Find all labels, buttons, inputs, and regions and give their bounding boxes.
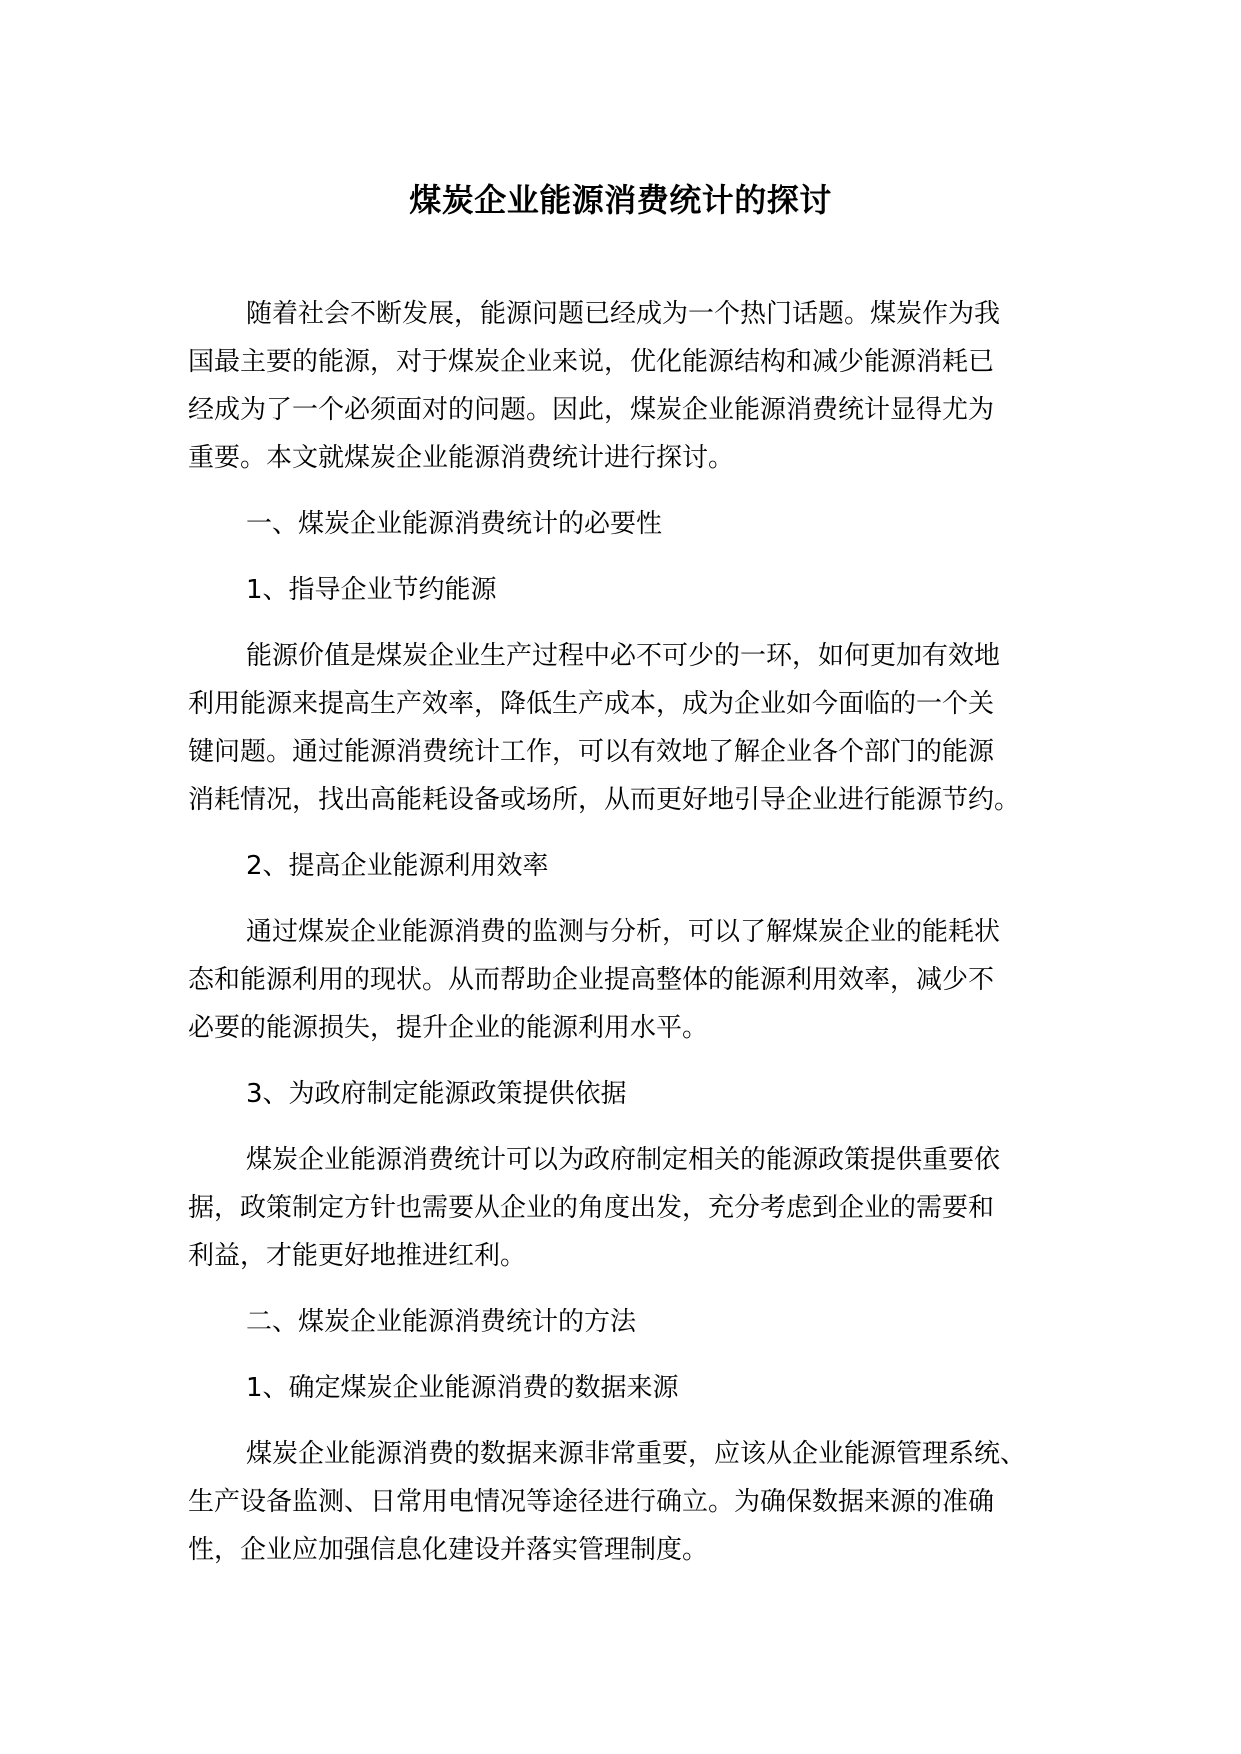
subheading-1-2: [188, 842, 1078, 890]
paragraph-1-2: [188, 908, 1078, 1052]
document-title: 煤炭企业能源消费统计的探讨: [409, 181, 832, 219]
text-line: 性，企业应加强信息化建设并落实管理制度。: [188, 1535, 709, 1565]
heading-line: 1、确定煤炭企业能源消费的数据来源: [246, 1373, 679, 1403]
paragraph-2-1: [188, 1430, 1078, 1574]
subheading-1-3: [188, 1070, 1078, 1118]
text-line: 能源价值是煤炭企业生产过程中必不可少的一环，如何更加有效地: [246, 641, 1001, 671]
text-line: 煤炭企业能源消费统计可以为政府制定相关的能源政策提供重要依: [246, 1145, 1001, 1175]
text-line: 国最主要的能源，对于煤炭企业来说，优化能源结构和减少能源消耗已: [188, 347, 995, 377]
document-body: [188, 290, 1078, 1574]
section-heading-2: [188, 1298, 1078, 1346]
subheading-1-1: [188, 566, 1078, 614]
text-line: 随着社会不断发展，能源问题已经成为一个热门话题。煤炭作为我: [246, 299, 1001, 329]
text-line: 利用能源来提高生产效率，降低生产成本，成为企业如今面临的一个关: [188, 689, 995, 719]
paragraph-1-3: [188, 1136, 1078, 1280]
text-line: 据，政策制定方针也需要从企业的角度出发，充分考虑到企业的需要和: [188, 1193, 995, 1223]
paragraph-1-1: [188, 632, 1078, 824]
text-line: 必要的能源损失，提升企业的能源利用水平。: [188, 1013, 709, 1043]
heading-line: 3、为政府制定能源政策提供依据: [246, 1079, 627, 1109]
heading-line: 2、提高企业能源利用效率: [246, 851, 549, 881]
text-line: 通过煤炭企业能源消费的监测与分析，可以了解煤炭企业的能耗状: [246, 917, 1001, 947]
section-heading-1: [188, 500, 1078, 548]
paragraph-intro: [188, 290, 1078, 482]
text-line: 态和能源利用的现状。从而帮助企业提高整体的能源利用效率，减少不: [188, 965, 995, 995]
text-line: 键问题。通过能源消费统计工作，可以有效地了解企业各个部门的能源: [188, 737, 995, 767]
text-line: 经成为了一个必须面对的问题。因此，煤炭企业能源消费统计显得尤为: [188, 395, 995, 425]
text-line: 消耗情况，找出高能耗设备或场所，从而更好地引导企业进行能源节约。: [188, 785, 1021, 815]
text-line: 生产设备监测、日常用电情况等途径进行确立。为确保数据来源的准确: [188, 1487, 995, 1517]
text-line: 煤炭企业能源消费的数据来源非常重要，应该从企业能源管理系统、: [246, 1439, 1027, 1469]
heading-line: 二、煤炭企业能源消费统计的方法: [246, 1307, 637, 1337]
subheading-2-1: [188, 1364, 1078, 1412]
text-line: 重要。本文就煤炭企业能源消费统计进行探讨。: [188, 443, 735, 473]
heading-line: 一、煤炭企业能源消费统计的必要性: [246, 509, 663, 539]
heading-line: 1、指导企业节约能源: [246, 575, 497, 605]
text-line: 利益，才能更好地推进红利。: [188, 1241, 527, 1271]
